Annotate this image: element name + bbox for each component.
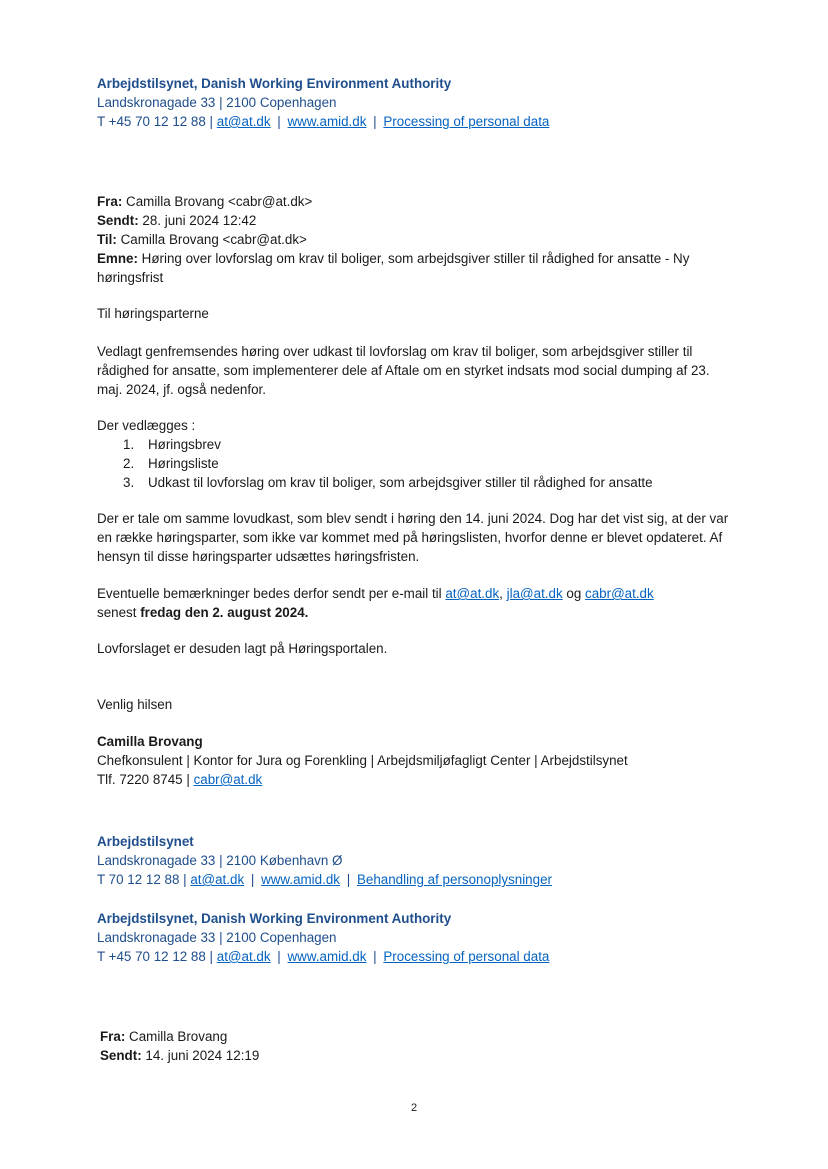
attachments-section <box>97 416 788 492</box>
from-label: Fra: <box>97 194 123 209</box>
subject-line <box>97 249 737 287</box>
signer-phone: Tlf. 7220 8745 | <box>97 772 190 787</box>
paragraph-intro: Vedlagt genfremsendes høring over udkast til lovforslag om krav til boliger, som arbejdsgiver stiller til rådighed for ansatte, som implementerer dele af Aftale om en styrket indsats mod social dumping af 23. maj. 2024, jf. også nedenfor. <box>97 344 710 397</box>
list-item <box>97 435 788 454</box>
prev-sent-line <box>100 1046 788 1065</box>
to-label: Til: <box>97 232 117 247</box>
signer-email-link[interactable]: cabr@at.dk <box>193 772 263 787</box>
prev-from-label: Fra: <box>100 1029 126 1044</box>
list-text: Udkast til lovforslag om krav til boliger, som arbejdsgiver stiller til rådighed for ansatte <box>148 475 653 490</box>
to-line <box>97 230 788 249</box>
privacy-link[interactable]: Behandling af personoplysninger <box>356 872 552 887</box>
org-signature-da <box>97 832 788 889</box>
deadline-prefix-2: senest <box>97 605 137 620</box>
email-link[interactable]: at@at.dk <box>190 872 245 887</box>
from-line <box>97 192 788 211</box>
and-text: og <box>566 586 582 601</box>
sent-line <box>97 211 788 230</box>
list-number: 3. <box>123 475 135 490</box>
list-item <box>97 454 788 473</box>
separator: | <box>277 949 281 964</box>
email-link-jla[interactable]: jla@at.dk <box>506 586 563 601</box>
top-signature <box>97 74 788 131</box>
org-name: Arbejdstilsynet, Danish Working Environment Authority <box>97 76 452 91</box>
prev-sent-value: 14. juni 2024 12:19 <box>145 1048 260 1063</box>
attachments-intro: Der vedlægges : <box>97 418 196 433</box>
list-text: Høringsliste <box>148 456 219 471</box>
separator: | <box>373 949 377 964</box>
phone-text: T +45 70 12 12 88 | <box>97 114 214 129</box>
attachments-list <box>97 435 788 492</box>
separator: | <box>250 872 255 887</box>
org-name: Arbejdstilsynet, Danish Working Environment Authority <box>97 911 452 926</box>
phone-text: T 70 12 12 88 | <box>97 872 187 887</box>
from-value: Camilla Brovang <cabr@at.dk> <box>126 194 313 209</box>
deadline-line-1 <box>97 584 788 603</box>
subject-value: Høring over lovforslag om krav til boliger, som arbejdsgiver stiller til rådighed for ansatte - Ny høringsfrist <box>97 251 690 285</box>
list-text: Høringsbrev <box>148 437 221 452</box>
phone-text: T +45 70 12 12 88 | <box>97 949 214 964</box>
separator: | <box>346 872 351 887</box>
email-header <box>97 192 788 287</box>
list-number: 2. <box>123 456 135 471</box>
contact-line <box>97 870 788 889</box>
personal-signature <box>97 732 788 789</box>
email-link-at[interactable]: at@at.dk <box>445 586 500 601</box>
website-link[interactable]: www.amid.dk <box>261 872 340 887</box>
privacy-link[interactable]: Processing of personal data <box>383 949 550 964</box>
page-number: 2 <box>410 1102 418 1114</box>
org-signature-en <box>97 909 788 966</box>
closing: Venlig hilsen <box>97 697 173 712</box>
sent-value: 28. juni 2024 12:42 <box>142 213 257 228</box>
website-link[interactable]: www.amid.dk <box>287 114 367 129</box>
signer-contact <box>97 770 788 789</box>
signer-name: Camilla Brovang <box>97 734 203 749</box>
subject-label: Emne: <box>97 251 138 266</box>
prev-sent-label: Sendt: <box>100 1048 142 1063</box>
paragraph-deadline <box>97 584 788 622</box>
sent-label: Sendt: <box>97 213 139 228</box>
signer-title: Chefkonsulent | Kontor for Jura og Forenkling | Arbejdsmiljøfagligt Center | Arbejdstilsynet <box>97 753 628 768</box>
privacy-link[interactable]: Processing of personal data <box>383 114 550 129</box>
prev-from-value: Camilla Brovang <box>129 1029 228 1044</box>
deadline-line-2 <box>97 603 788 622</box>
email-link[interactable]: at@at.dk <box>216 114 271 129</box>
prev-from-line <box>100 1027 788 1046</box>
to-value: Camilla Brovang <cabr@at.dk> <box>120 232 307 247</box>
contact-line <box>97 947 788 966</box>
deadline-prefix: Eventuelle bemærkninger bedes derfor sendt per e-mail til <box>97 586 442 601</box>
org-address: Landskronagade 33 | 2100 Copenhagen <box>97 930 337 945</box>
deadline-date: fredag den 2. august 2024. <box>140 605 309 620</box>
org-address: Landskronagade 33 | 2100 Copenhagen <box>97 95 337 110</box>
separator: | <box>277 114 281 129</box>
paragraph-portal: Lovforslaget er desuden lagt på Høringsportalen. <box>97 641 388 656</box>
email-link-cabr[interactable]: cabr@at.dk <box>585 586 654 601</box>
paragraph-explanation: Der er tale om samme lovudkast, som blev sendt i høring den 14. juni 2024. Dog har det vist sig, at der var en række høringsparter, som ikke var kommet med på høringslisten, hvorfor denne er blevet opdateret. Af hensyn til disse høringsparter udsættes høringsfristen. <box>97 511 729 564</box>
list-item <box>97 473 788 492</box>
greeting: Til høringsparterne <box>97 306 209 321</box>
org-name: Arbejdstilsynet <box>97 834 194 849</box>
website-link[interactable]: www.amid.dk <box>287 949 367 964</box>
comma: , <box>499 586 503 601</box>
previous-email-header <box>100 1027 788 1065</box>
separator: | <box>373 114 377 129</box>
org-address: Landskronagade 33 | 2100 København Ø <box>97 853 343 868</box>
contact-line <box>97 112 788 131</box>
email-link[interactable]: at@at.dk <box>216 949 271 964</box>
list-number: 1. <box>123 437 135 452</box>
